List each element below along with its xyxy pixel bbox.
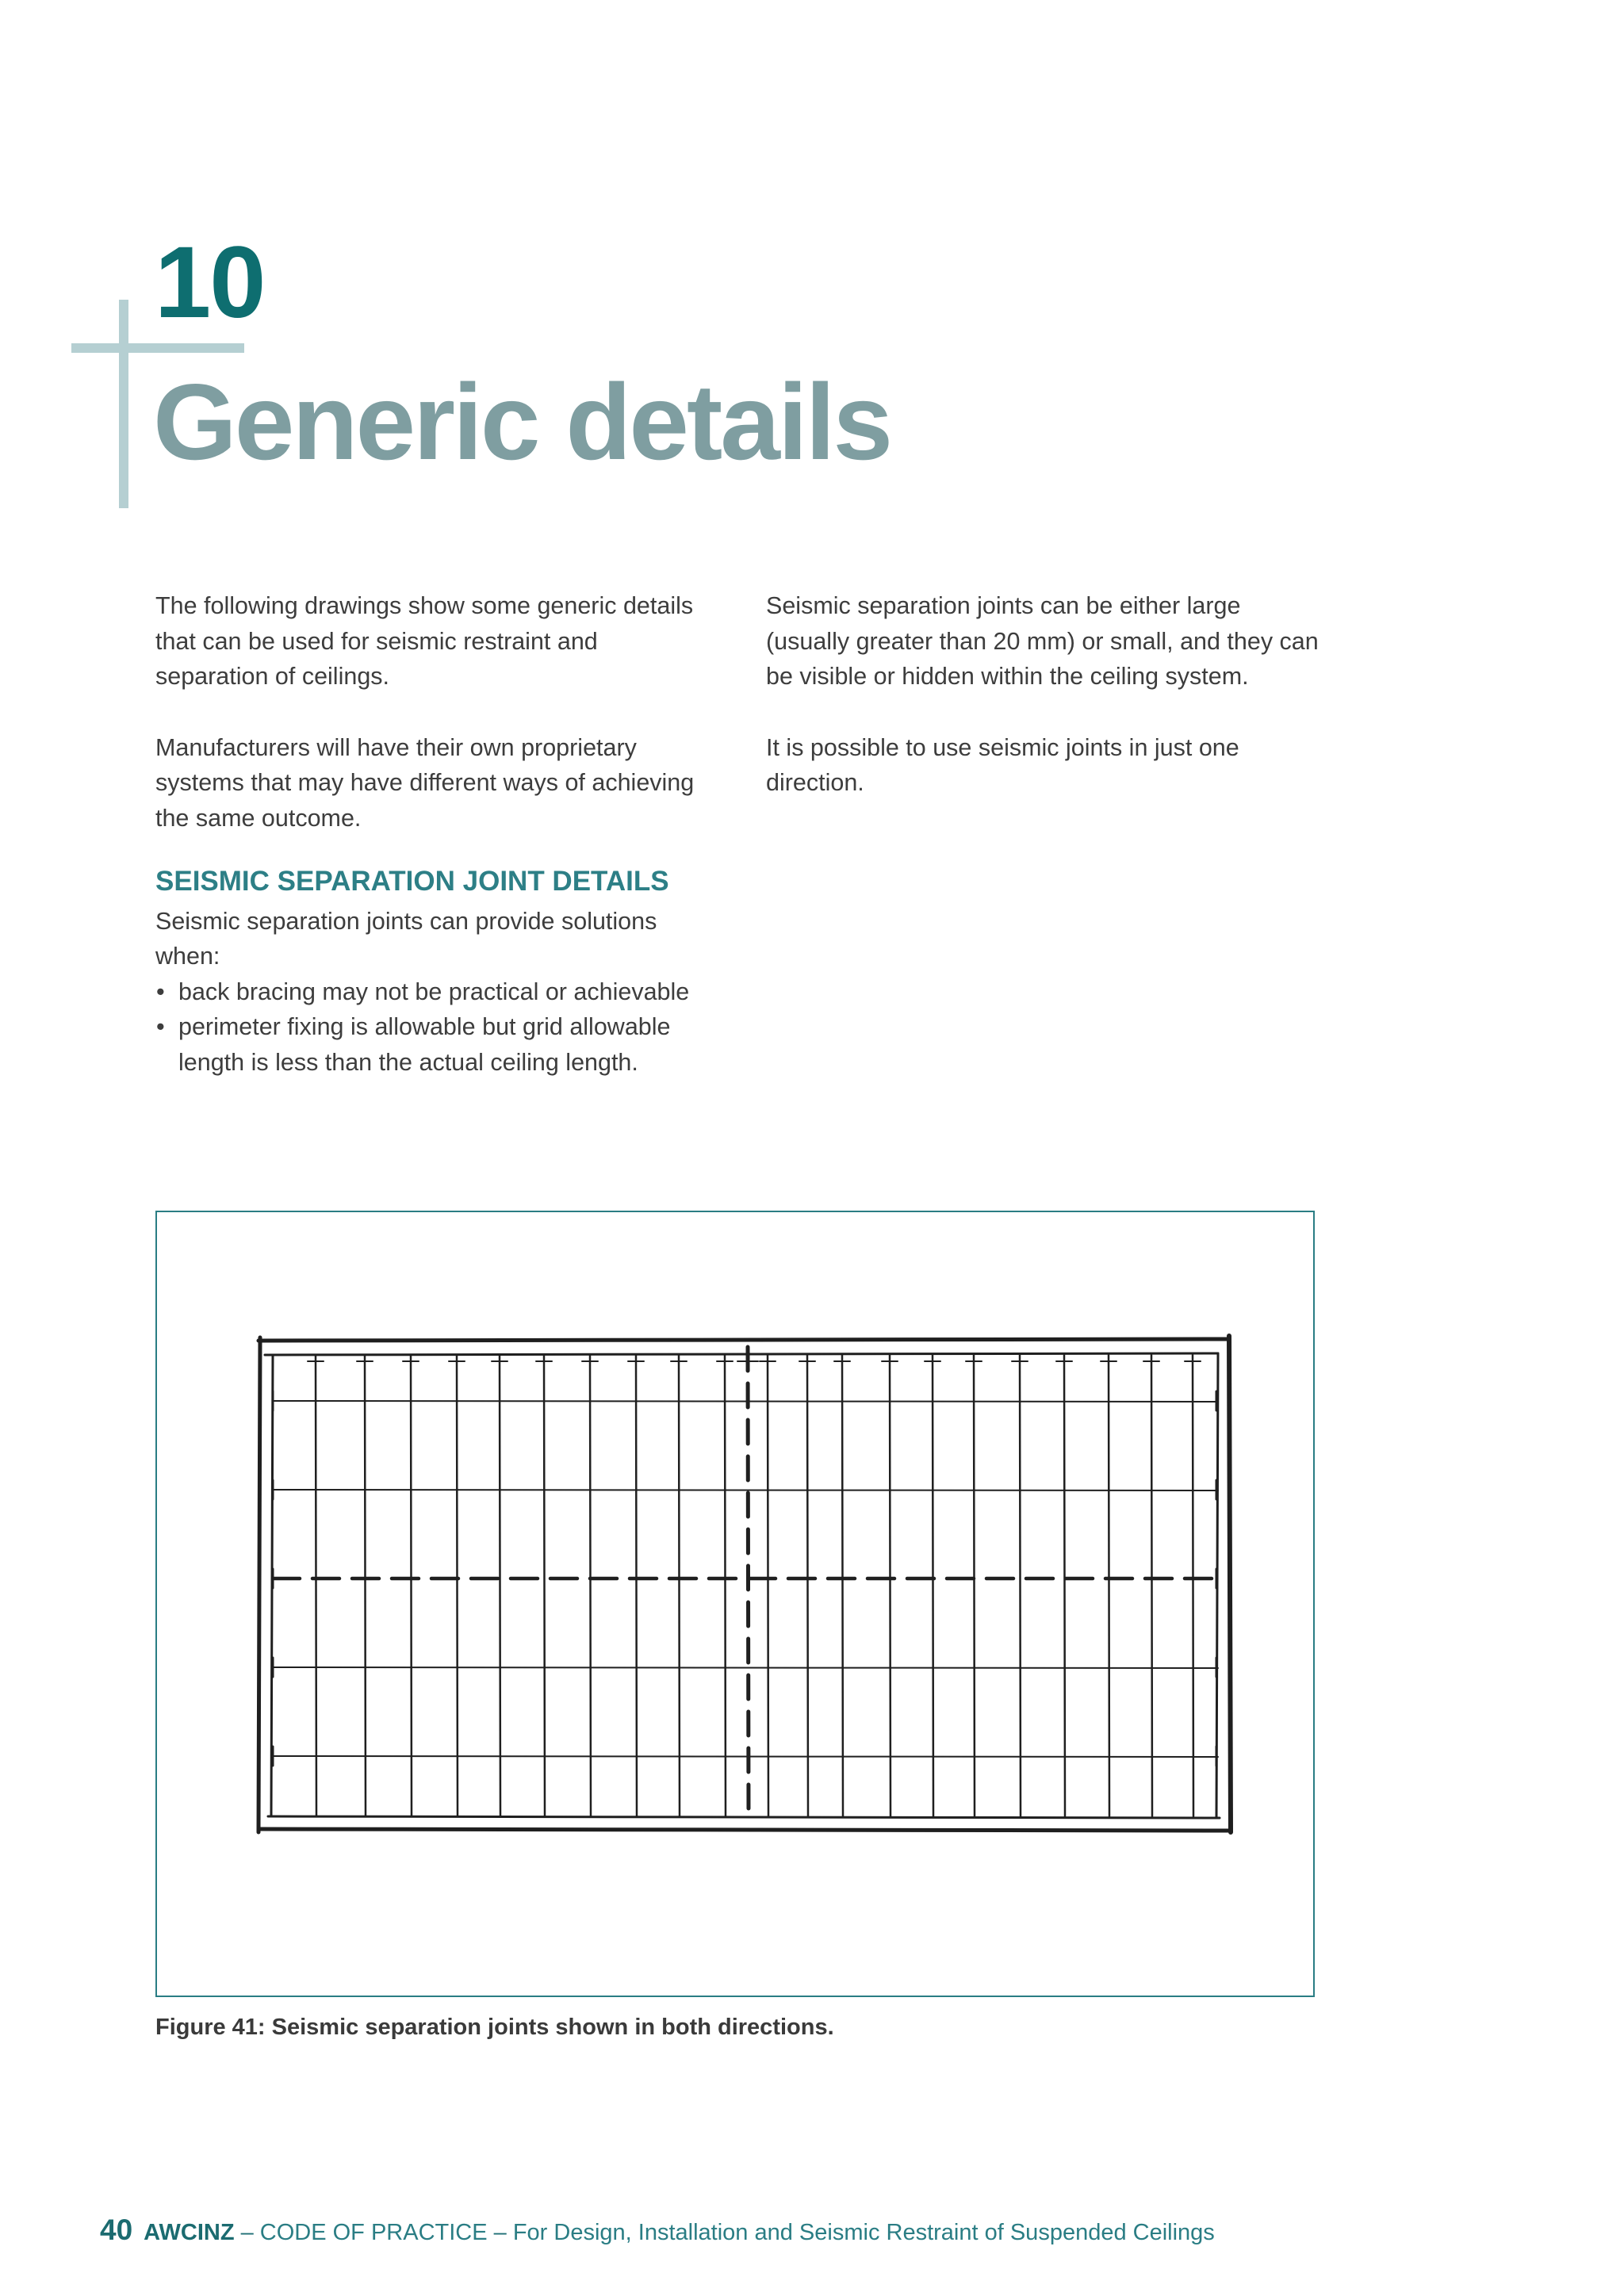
intro-paragraph: The following drawings show some generic details that can be used for seismic restraint and separation of ceilings. <box>155 592 694 691</box>
grid-vertical-member <box>974 1355 975 1816</box>
grid-vertical-member <box>1064 1355 1065 1816</box>
page-number: 40 <box>100 2214 133 2246</box>
bullet-symbol: • <box>156 978 165 1005</box>
chapter-title: Generic details <box>153 362 891 482</box>
footer-separator: – <box>487 2220 513 2245</box>
grid-vertical-member <box>890 1355 891 1816</box>
grid-vertical-member <box>1020 1355 1021 1816</box>
chapter-number: 10 <box>155 226 265 339</box>
one-direction-paragraph: It is possible to use seismic joints in just one direction. <box>766 733 1239 797</box>
page-footer <box>100 2214 1215 2247</box>
figure-caption: Figure 41: Seismic separation joints shown in both directions. <box>155 2015 834 2040</box>
grid-vertical-member <box>1151 1355 1152 1816</box>
grid-frame-line <box>265 1353 1218 1355</box>
grid-vertical-member <box>842 1355 843 1816</box>
vertical-seismic-joint <box>748 1347 749 1818</box>
grid-vertical-member <box>807 1355 808 1816</box>
bullet-item <box>155 974 710 1010</box>
grid-vertical-member <box>457 1355 458 1816</box>
grid-cross-tee <box>273 1756 1218 1757</box>
grid-frame-line <box>1229 1336 1231 1832</box>
footer-organization: AWCINZ <box>144 2220 235 2245</box>
bullet-item <box>155 1009 710 1080</box>
ceiling-grid-drawing <box>157 1212 1313 1996</box>
section-heading: SEISMIC SEPARATION JOINT DETAILS <box>155 865 669 897</box>
grid-vertical-member <box>411 1355 412 1816</box>
bullet-text: perimeter fixing is allowable but grid allowable length is less than the actual ceiling length. <box>178 1013 671 1076</box>
grid-vertical-member <box>636 1355 637 1816</box>
grid-frame-line <box>259 1339 1229 1341</box>
grid-cross-tee <box>273 1401 1218 1402</box>
grid-vertical-member <box>544 1355 545 1816</box>
grid-cross-tee <box>273 1667 1218 1668</box>
footer-document-title: CODE OF PRACTICE <box>259 2220 488 2245</box>
bullet-symbol: • <box>156 1013 165 1041</box>
grid-vertical-member <box>679 1355 680 1816</box>
bullet-text: back bracing may not be practical or achievable <box>178 978 690 1005</box>
right-column <box>766 588 1321 836</box>
grid-vertical-member <box>590 1355 591 1816</box>
grid-frame-line <box>259 1337 260 1832</box>
section-intro: Seismic separation joints can provide solutions when: <box>155 907 657 970</box>
figure-frame <box>155 1211 1315 1997</box>
grid-vertical-member <box>365 1355 366 1816</box>
grid-vertical-member <box>725 1355 726 1816</box>
joint-size-paragraph: Seismic separation joints can be either large (usually greater than 20 mm) or small, and they can be visible or hidden within the ceiling system. <box>766 592 1319 691</box>
manufacturers-paragraph: Manufacturers will have their own proprietary systems that may have different ways of achieving the same outcome. <box>155 733 695 832</box>
chapter-cross-vertical <box>119 300 128 508</box>
left-column <box>155 588 710 1081</box>
footer-subtitle: For Design, Installation and Seismic Restraint of Suspended Ceilings <box>512 2220 1215 2245</box>
chapter-cross-horizontal <box>71 343 244 353</box>
grid-frame-line <box>260 1829 1231 1831</box>
footer-separator: – <box>234 2220 260 2245</box>
bullet-list <box>155 974 710 1081</box>
